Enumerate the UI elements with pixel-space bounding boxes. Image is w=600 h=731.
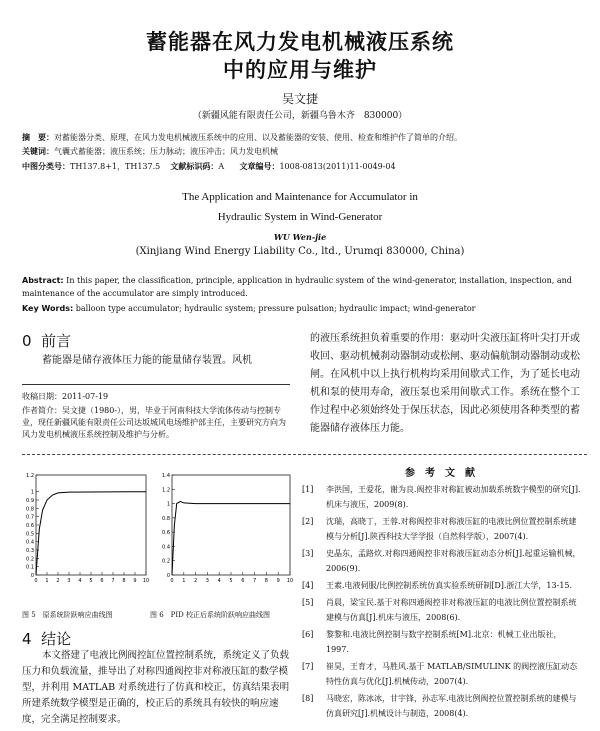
reference-text: 王素.电液伺服/比例控制系统仿真实验系统研制[D].浙江大学，13-15. bbox=[326, 581, 573, 590]
x-tick-label: 7 bbox=[253, 578, 257, 584]
x-tick-label: 9 bbox=[133, 578, 137, 584]
clc-value: TH137.8+1，TH137.5 bbox=[70, 162, 161, 171]
x-tick-label: 5 bbox=[229, 578, 233, 584]
reference-text: 黎黎和.电液比例控制与数字控制系统[M].北京：机械工业出版社，1997. bbox=[326, 630, 562, 654]
section4-heading bbox=[22, 628, 71, 649]
x-tick-label: 3 bbox=[67, 578, 71, 584]
reference-text: 肖晨，梁宝民.基于对称四通阀控非对称液压缸的电液比例位置控制系统建模与仿真[J].机床与液压，2008(6). bbox=[326, 598, 577, 622]
separator-dashed bbox=[22, 454, 587, 455]
reference-item bbox=[302, 627, 584, 657]
reference-item bbox=[302, 595, 584, 625]
reference-num: [6] bbox=[302, 630, 314, 639]
reference-num: [5] bbox=[302, 598, 314, 607]
reference-item bbox=[302, 514, 584, 544]
x-tick-label: 9 bbox=[276, 578, 280, 584]
x-tick-label: 0 bbox=[170, 578, 174, 584]
classification-line bbox=[22, 161, 587, 173]
abstract-en bbox=[22, 274, 587, 300]
x-tick-label: 1 bbox=[45, 578, 49, 584]
references-title: 参 考 文 献 bbox=[405, 468, 475, 479]
y-tick-label: 0.7 bbox=[26, 514, 34, 521]
abstract-cn-label: 摘 要： bbox=[22, 133, 54, 142]
keywords-en bbox=[22, 303, 587, 315]
reference-text: 史晶东，孟路炊.对称四通阀控非对称液压缸动态分析[J].起重运输机械，2006(9). bbox=[326, 549, 581, 573]
x-tick-label: 8 bbox=[122, 578, 126, 584]
keywords-cn bbox=[22, 146, 587, 158]
fig5-caption: 图 5 原系统阶跃响应曲线图 bbox=[22, 611, 113, 619]
clc-label: 中图分类号： bbox=[22, 162, 70, 171]
plot-frame bbox=[36, 475, 146, 575]
section4-text: 本文搭建了电液比例阀控缸位置控制系统，系统定义了负载压力和负载流量，推导出了对称四通阀控非对称液压缸的数学模型，并利用 MATLAB 对系统进行了仿真和校正，仿真结果表明所建系统数学模型是正确的，校正后的系统具有较快的响应速度，完全满足控制要求。 bbox=[22, 650, 290, 725]
section0-text: 蓄能器是储存液体压力能的能量储存装置。风机 bbox=[42, 355, 252, 366]
title-cn-line2: 中的应用与维护 bbox=[223, 58, 377, 82]
affiliation-en: (Xinjiang Wind Energy Liability Co., ltd., Urumqi 830000, China) bbox=[135, 246, 465, 257]
x-tick-label: 10 bbox=[286, 578, 294, 584]
abstract-en-text: In this paper, the classification, principle, application in hydraulic system of the wind-generator, installation, inspection, and maintenance of the accumulator are simply introduced. bbox=[22, 276, 572, 298]
y-tick-label: 1.2 bbox=[26, 473, 34, 479]
x-tick-label: 2 bbox=[194, 578, 198, 584]
title-en-line2: Hydraulic System in Wind-Generator bbox=[217, 211, 383, 223]
title-en-line1: The Application and Maintenance for Accumulator in bbox=[182, 191, 418, 203]
plot-frame bbox=[172, 475, 290, 575]
section4-title: 结论 bbox=[41, 630, 72, 648]
abstract-cn bbox=[22, 132, 587, 144]
y-tick-label: 1.2 bbox=[162, 487, 170, 494]
keywords-cn-text: 气囊式蓄能器；液压系统；压力脉动；液压冲击；风力发电机械 bbox=[54, 147, 278, 156]
author-en: WU Wen-jie bbox=[273, 232, 327, 242]
reference-item bbox=[302, 691, 584, 721]
y-tick-label: 0.8 bbox=[162, 515, 170, 522]
footnote-author-bio: 作者简介：吴文捷（1980-），男，毕业于河南科技大学流体传动与控制专业，现任新疆风能有限责任公司达坂城风电场维护部主任，主要研究方向为风力发电机械液压系统控制及维护与分析。 bbox=[22, 406, 286, 439]
x-tick-label: 3 bbox=[205, 578, 209, 584]
x-tick-label: 6 bbox=[241, 578, 245, 584]
article-no-value: 1008-0813(2011)11-0049-04 bbox=[279, 162, 396, 171]
abstract-cn-text: 对蓄能器分类、原理，在风力发电机械液压系统中的应用、以及蓄能器的安装、使用、检查和维护作了简单的介绍。 bbox=[54, 133, 462, 142]
y-tick-label: 0.2 bbox=[162, 558, 170, 565]
footnote-received: 收稿日期：2011-07-19 bbox=[22, 392, 109, 401]
y-tick-label: 0.8 bbox=[26, 506, 34, 513]
y-tick-label: 0.6 bbox=[26, 523, 34, 529]
reference-item bbox=[302, 659, 584, 689]
y-tick-label: 1 bbox=[30, 489, 34, 496]
intro-right-para: 的液压系统担负着重要的作用：驱动叶尖液压缸将叶尖打开或收回、驱动机械刹动器制动或松闸、驱动偏航制动器制动或松闸。在风机中以上执行机构均采用间歇式工作，为了延长电动机和泵的使用寿命，液压泵也采用间歇式工作。系统在整个工作过程中必须始终处于保压状态，因此必须使用各种类型的蓄能器储存液体压力能。 bbox=[310, 333, 580, 434]
footnote-rule bbox=[22, 384, 290, 385]
x-tick-label: 6 bbox=[100, 578, 104, 584]
section0-num: 0 bbox=[22, 332, 32, 350]
y-tick-label: 0 bbox=[30, 573, 34, 579]
doc-code-label: 文献标识码： bbox=[170, 162, 219, 171]
y-tick-label: 0 bbox=[166, 573, 170, 579]
x-tick-label: 4 bbox=[78, 578, 82, 584]
y-tick-label: 0.1 bbox=[26, 564, 34, 571]
doc-code-value: A bbox=[218, 162, 225, 171]
y-tick-label: 0.6 bbox=[162, 530, 170, 537]
x-tick-label: 1 bbox=[182, 578, 186, 584]
references-list bbox=[302, 482, 584, 723]
fig5-chart bbox=[26, 473, 149, 584]
keywords-en-text: balloon type accumulator; hydraulic system; pressure pulsation; hydraulic impact; wind-generator bbox=[75, 304, 476, 313]
title-cn-line1: 蓄能器在风力发电机械液压系统 bbox=[146, 30, 454, 54]
reference-num: [2] bbox=[302, 517, 314, 526]
figures-area bbox=[22, 465, 302, 605]
y-tick-label: 0.4 bbox=[26, 539, 34, 546]
keywords-cn-label: 关键词： bbox=[22, 147, 54, 156]
x-tick-label: 10 bbox=[142, 578, 150, 584]
x-tick-label: 4 bbox=[217, 578, 221, 584]
reference-text: 李洪国，王爱花，谢为良.阀控非对称缸被动加载系统数字模型的研究[J].机床与液压，2009(8). bbox=[326, 485, 581, 509]
y-tick-label: 1 bbox=[166, 501, 170, 508]
reference-text: 沈瑞，高晓丁，王蓉.对称阀控非对称液压缸的电液比例位置控制系统建模与分析[J].陕西科技大学学报（自然科学版），2007(4). bbox=[326, 517, 577, 541]
y-tick-label: 0.4 bbox=[162, 544, 170, 551]
reference-text: 崔昊，王育才，马胜风.基于 MATLAB/SIMULINK 的阀控液压缸动态特性仿真与优化[J].机械传动，2007(4). bbox=[326, 662, 578, 686]
author-cn: 吴文捷 bbox=[281, 92, 318, 106]
y-tick-label: 0.3 bbox=[26, 548, 34, 554]
x-tick-label: 2 bbox=[56, 578, 60, 584]
x-tick-label: 7 bbox=[111, 578, 115, 584]
section0-heading bbox=[22, 330, 71, 351]
y-tick-label: 1.4 bbox=[162, 473, 170, 479]
y-tick-label: 0.9 bbox=[26, 498, 34, 504]
reference-num: [8] bbox=[302, 694, 314, 703]
reference-item bbox=[302, 546, 584, 576]
response-curve bbox=[172, 501, 290, 575]
section0-title: 前言 bbox=[41, 332, 72, 350]
fig6-chart bbox=[162, 473, 293, 584]
response-curve bbox=[36, 492, 146, 575]
abstract-en-label: Abstract: bbox=[22, 276, 64, 285]
article-no-label: 文章编号： bbox=[239, 162, 280, 171]
reference-num: [7] bbox=[302, 662, 314, 671]
y-tick-label: 0.2 bbox=[26, 556, 34, 563]
section4-num: 4 bbox=[22, 630, 32, 648]
reference-item bbox=[302, 482, 584, 512]
fig6-caption: 图 6 PID 校正后系统阶跃响应曲线图 bbox=[150, 611, 270, 619]
x-tick-label: 5 bbox=[89, 578, 93, 584]
reference-num: [4] bbox=[302, 581, 314, 590]
reference-text: 马晓宏，陈冰冰，甘宇锋，孙志军.电液比例阀控位置控制系统的建模与仿真研究[J].机械设计与制造，2008(4). bbox=[326, 694, 577, 718]
reference-item bbox=[302, 578, 584, 593]
reference-num: [3] bbox=[302, 549, 314, 558]
x-tick-label: 8 bbox=[264, 578, 268, 584]
affiliation-cn: （新疆风能有限责任公司，新疆乌鲁木齐 830000） bbox=[192, 111, 408, 121]
x-tick-label: 0 bbox=[34, 578, 38, 584]
keywords-en-label: Key Words: bbox=[22, 304, 74, 313]
y-tick-label: 0.5 bbox=[26, 531, 34, 538]
reference-num: [1] bbox=[302, 485, 314, 494]
